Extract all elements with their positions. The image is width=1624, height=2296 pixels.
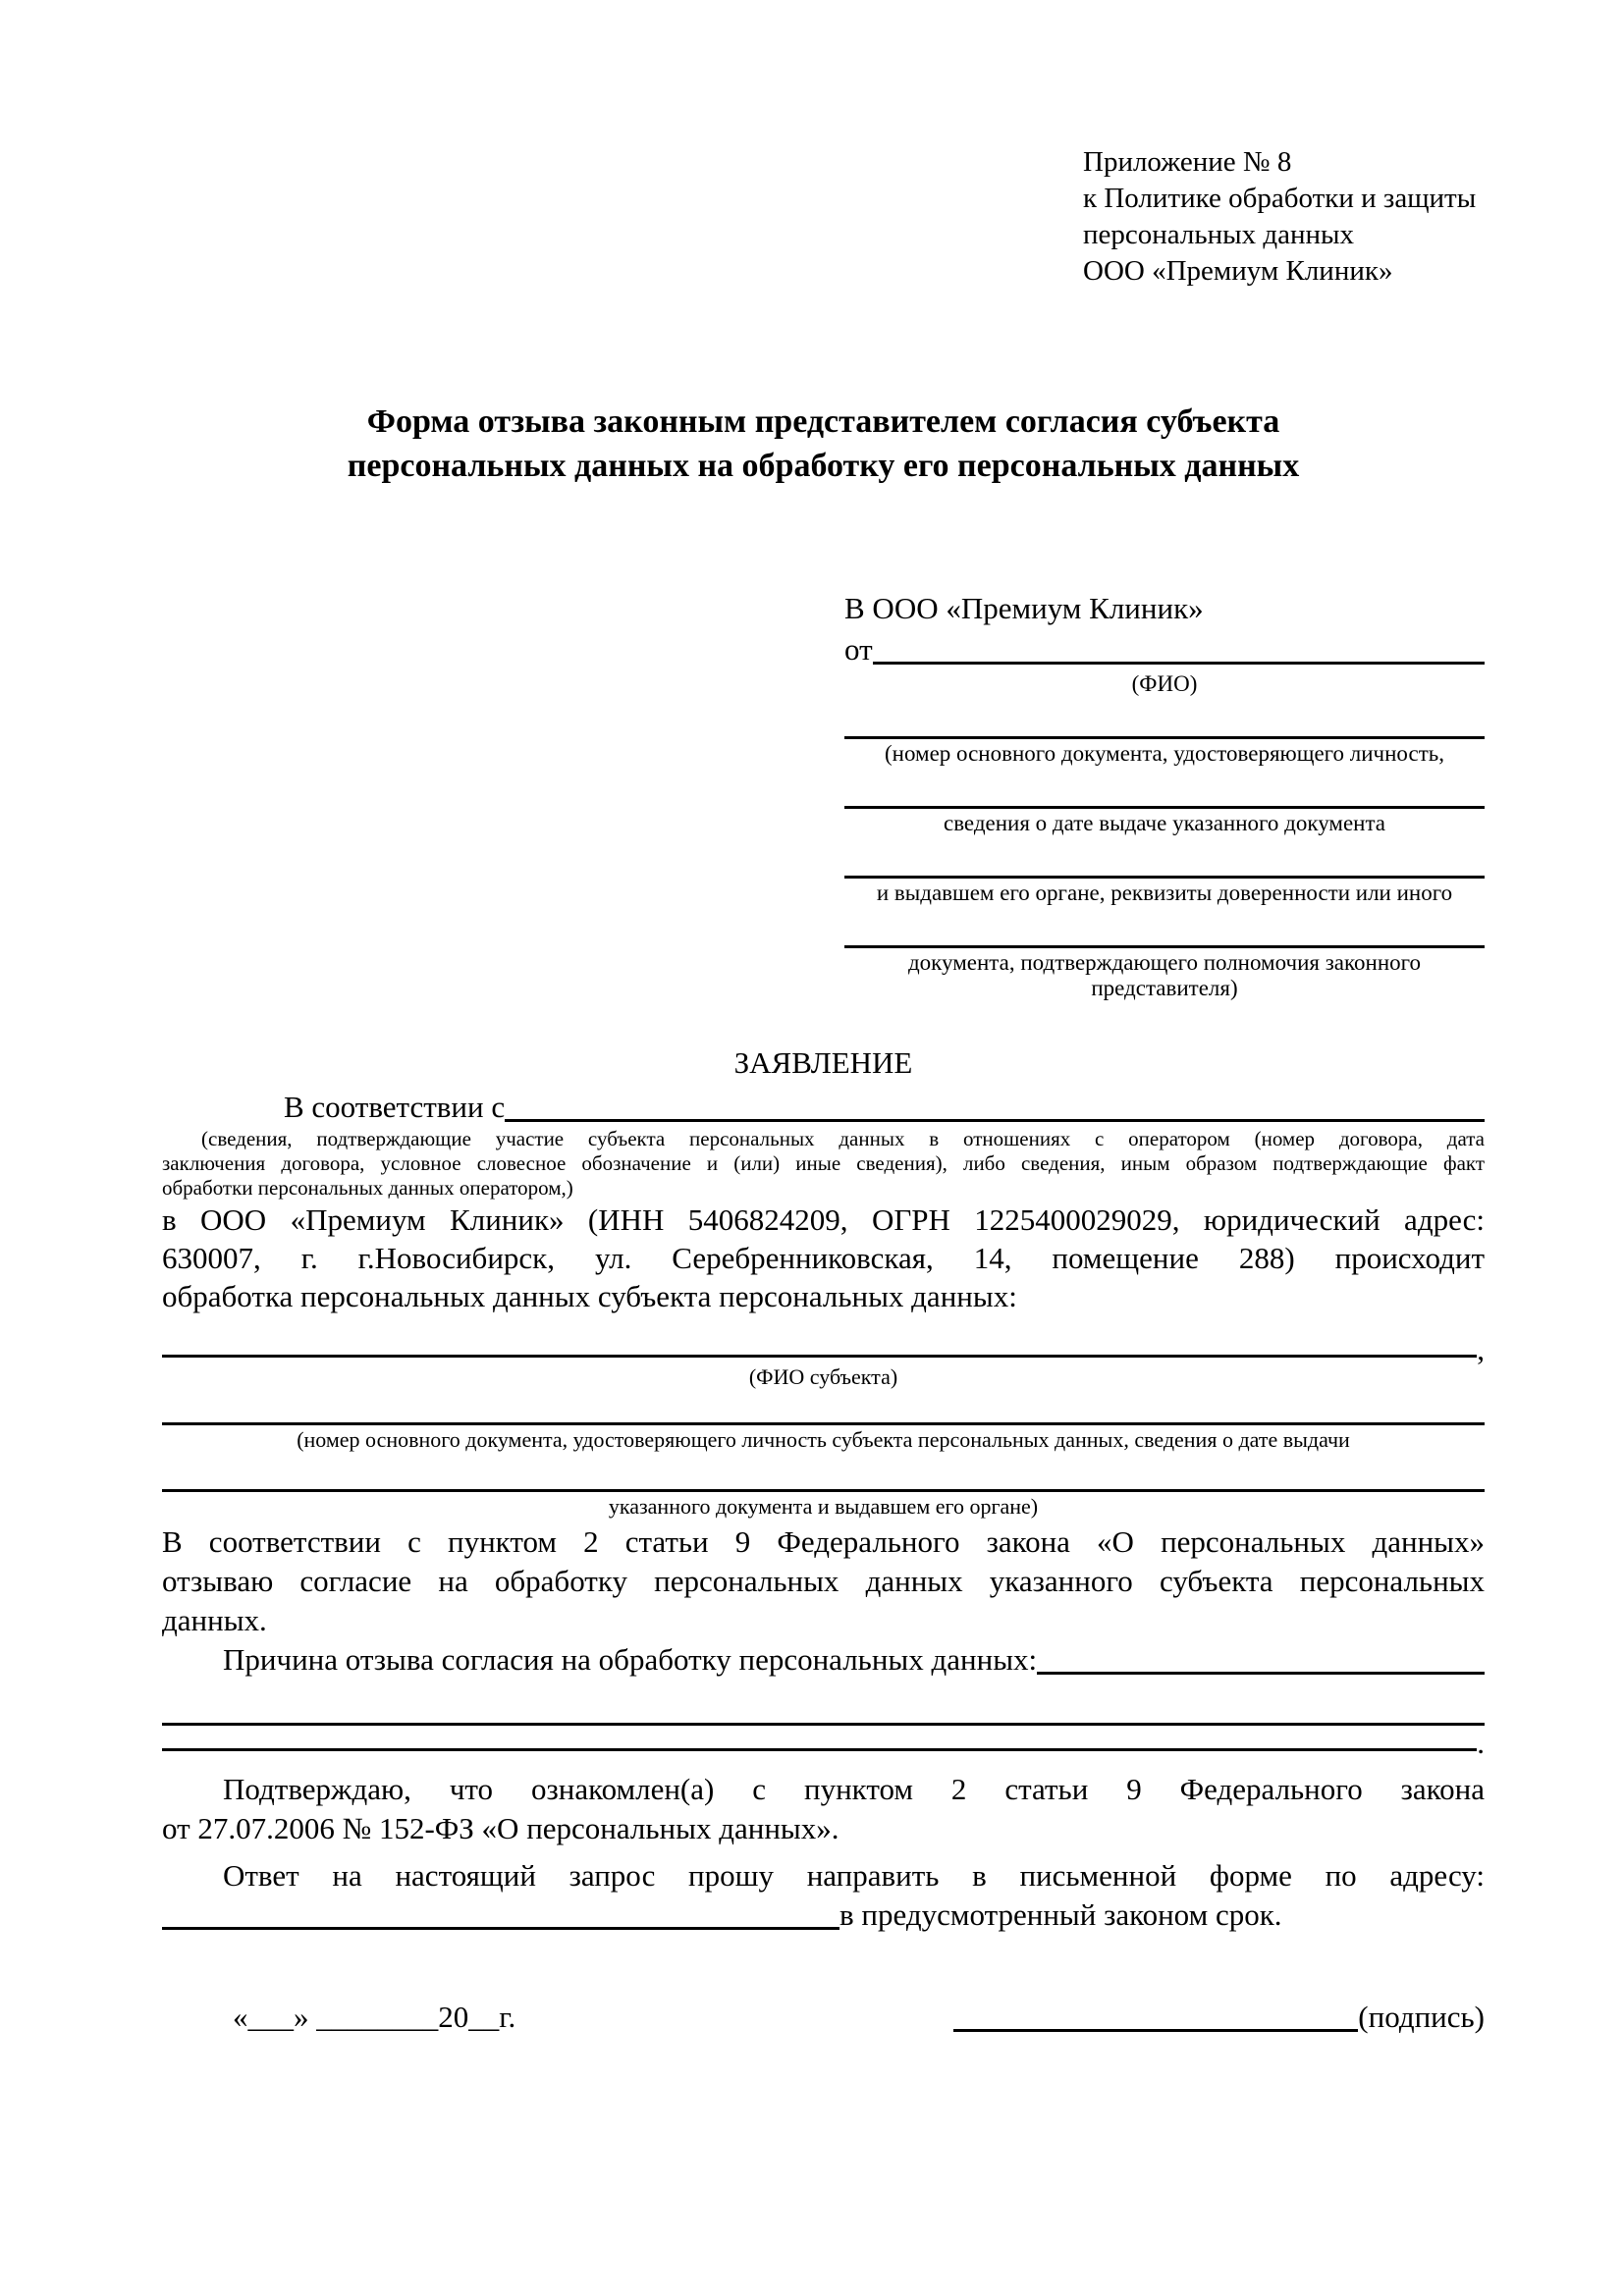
reply-address-row bbox=[162, 1896, 1485, 1935]
reason-label: Причина отзыва согласия на обработку персональных данных: bbox=[223, 1642, 1038, 1677]
appendix-line: Приложение № 8 bbox=[1083, 146, 1292, 178]
withdrawal-paragraph-line: данных. bbox=[162, 1603, 267, 1637]
reason-line[interactable] bbox=[1037, 1672, 1485, 1675]
acknowledge-paragraph bbox=[162, 1770, 1485, 1848]
document-title-line: персональных данных на обработку его персональных данных bbox=[347, 448, 1300, 484]
acknowledge-paragraph-line: Подтверждаю, что ознакомлен(а) с пунктом 2 статьи 9 Федерального закона bbox=[223, 1772, 1485, 1806]
in-accordance-label: В соответствии с bbox=[284, 1090, 506, 1124]
field-caption: сведения о дате выдаче указанного документа bbox=[943, 811, 1386, 835]
smallprint-line: (сведения, подтверждающие участие субъекта персональных данных в отношениях с оператором (номер договора, дата bbox=[201, 1127, 1485, 1150]
field-caption: (номер основного документа, удостоверяющего личность, bbox=[884, 741, 1444, 766]
comma: , bbox=[1477, 1332, 1485, 1366]
smallprint-note bbox=[162, 1127, 1485, 1201]
reply-address-line[interactable] bbox=[162, 1927, 839, 1930]
accordance-row bbox=[162, 1088, 1485, 1127]
appendix-block bbox=[1083, 144, 1485, 290]
acknowledge-paragraph-line: от 27.07.2006 № 152-ФЗ «О персональных данных». bbox=[162, 1811, 839, 1845]
period: . bbox=[1477, 1726, 1485, 1760]
reply-paragraph bbox=[162, 1856, 1485, 1896]
basis-line[interactable] bbox=[505, 1119, 1485, 1122]
document-title-line: Форма отзыва законным представителем согласия субъекта bbox=[366, 403, 1280, 440]
subject-fio-line[interactable] bbox=[162, 1355, 1477, 1358]
reason-row bbox=[162, 1640, 1485, 1680]
reply-paragraph-line: Ответ на настоящий запрос прошу направить в письменной форме по адресу: bbox=[223, 1858, 1485, 1893]
reply-tail: в предусмотренный законом срок. bbox=[839, 1897, 1282, 1932]
attorney-doc-line[interactable] bbox=[844, 945, 1485, 948]
signature-caption: (подпись) bbox=[1358, 2000, 1485, 2034]
issuing-authority-line[interactable] bbox=[844, 876, 1485, 879]
from-label: от bbox=[844, 632, 873, 667]
appendix-line: персональных данных bbox=[1083, 219, 1355, 250]
subject-doc-authority-line[interactable] bbox=[162, 1489, 1485, 1492]
addressee-organization: В ООО «Премиум Клиник» bbox=[844, 591, 1204, 625]
signature-group bbox=[953, 1998, 1485, 2037]
operator-paragraph bbox=[162, 1201, 1485, 1315]
signature-line[interactable] bbox=[953, 2029, 1358, 2032]
field-caption: и выдавшем его органе, реквизиты доверенности или иного bbox=[876, 881, 1453, 905]
appendix-line: к Политике обработки и защиты bbox=[1083, 183, 1477, 214]
doc-issue-date-line[interactable] bbox=[844, 806, 1485, 809]
representative-doc-number-line[interactable] bbox=[844, 736, 1485, 739]
reason-extra-line-1[interactable] bbox=[162, 1723, 1485, 1726]
subject-fio-row bbox=[162, 1332, 1485, 1366]
representative-fio-line[interactable] bbox=[873, 662, 1485, 665]
fio-caption: (ФИО) bbox=[1131, 671, 1198, 696]
operator-paragraph-line: в ООО «Премиум Клиник» (ИНН 5406824209, ОГРН 1225400029029, юридический адрес: bbox=[162, 1202, 1485, 1237]
subject-doc-caption: (номер основного документа, удостоверяющего личность субъекта персональных данных, сведения о дате выдачи bbox=[297, 1427, 1350, 1452]
field-caption: документа, подтверждающего полномочия законного представителя) bbox=[907, 950, 1421, 1000]
addressee-block bbox=[844, 589, 1485, 1001]
withdrawal-paragraph-line: В соответствии с пунктом 2 статьи 9 Федерального закона «О персональных данных» bbox=[162, 1524, 1485, 1559]
withdrawal-paragraph-line: отзываю согласие на обработку персональных данных указанного субъекта персональных bbox=[162, 1564, 1485, 1598]
date-blank[interactable]: «___» ________20__г. bbox=[233, 2000, 516, 2034]
withdrawal-paragraph bbox=[162, 1522, 1485, 1640]
smallprint-line: заключения договора, условное словесное обозначение и (или) иные сведения), либо сведения, иным образом подтверждающие факт bbox=[162, 1151, 1485, 1175]
appendix-line: ООО «Премиум Клиник» bbox=[1083, 255, 1393, 287]
operator-paragraph-line: 630007, г. г.Новосибирск, ул. Серебренниковская, 14, помещение 288) происходит bbox=[162, 1241, 1485, 1275]
reason-extra-line-2[interactable] bbox=[162, 1748, 1477, 1751]
from-row bbox=[844, 630, 1485, 669]
smallprint-line: обработки персональных данных оператором,) bbox=[162, 1176, 573, 1200]
subject-doc-number-line[interactable] bbox=[162, 1422, 1485, 1425]
reason-extra-row-2 bbox=[162, 1726, 1485, 1760]
operator-paragraph-line: обработка персональных данных субъекта персональных данных: bbox=[162, 1279, 1017, 1313]
document-title bbox=[303, 400, 1344, 488]
subject-doc-caption: указанного документа и выдавшем его органе) bbox=[608, 1494, 1039, 1519]
statement-heading: ЗАЯВЛЕНИЕ bbox=[733, 1045, 913, 1080]
footer-row bbox=[162, 1998, 1485, 2037]
subject-fio-caption: (ФИО субъекта) bbox=[748, 1364, 898, 1389]
